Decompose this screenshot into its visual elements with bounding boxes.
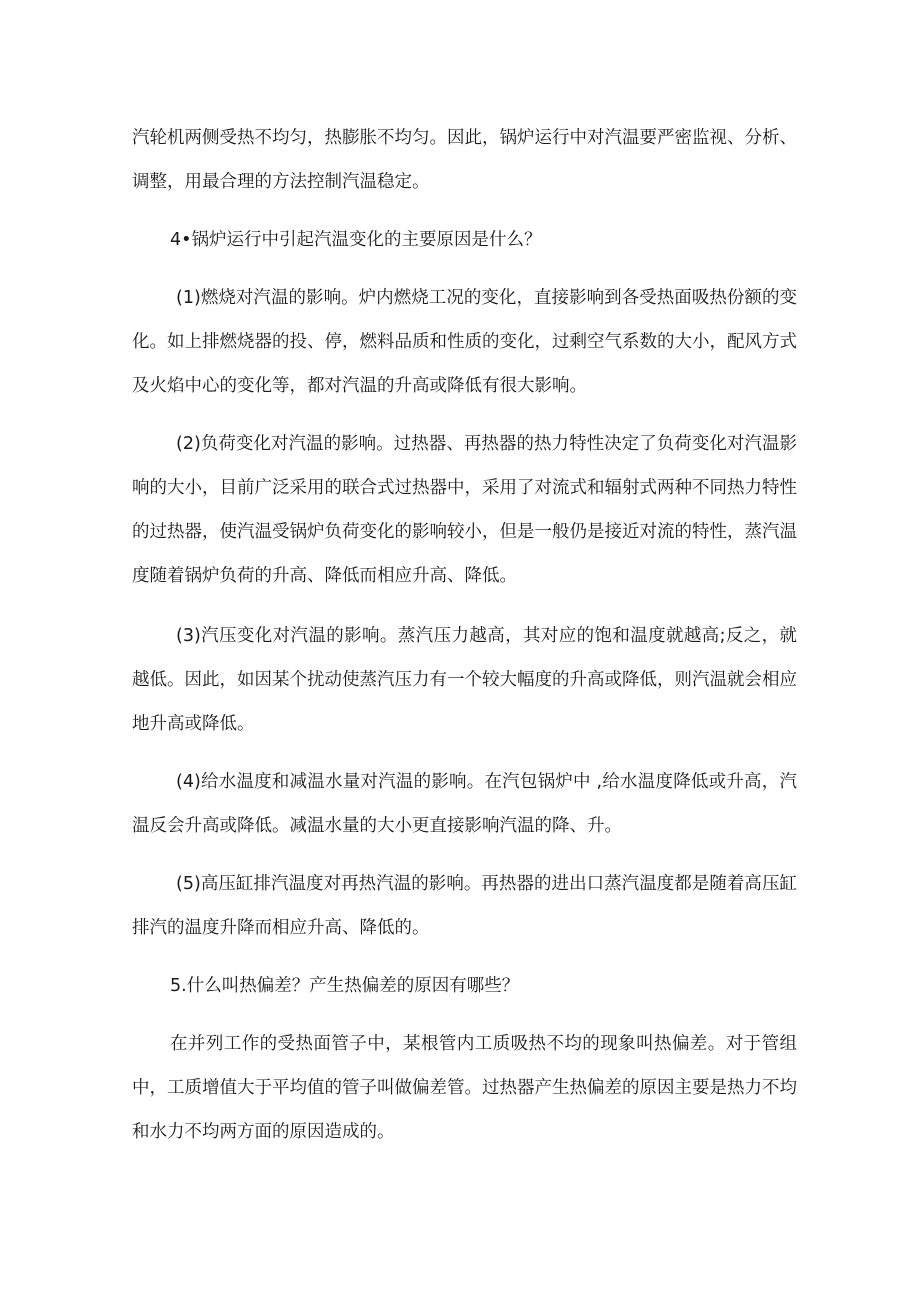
question-4-heading: 4•锅炉运行中引起汽温变化的主要原因是什么？ xyxy=(170,230,542,250)
answer-item-1: (1)燃烧对汽温的影响。炉内燃烧工况的变化，直接影响到各受热面吸热份额的变化。如上排燃烧器的投、停，燃料品质和性质的变化，过剩空气系数的大小，配风方式及火焰中心的变化等，都对汽温的升高或降低有很大影响。 xyxy=(132,288,797,396)
answer-item-3: (3)汽压变化对汽温的影响。蒸汽压力越高，其对应的饱和温度就越高;反之，就越低。因此，如因某个扰动使蒸汽压力有一个较大幅度的升高或降低，则汽温就会相应地升高或降低。 xyxy=(132,626,797,734)
answer-item-4: (4)给水温度和减温水量对汽温的影响。在汽包锅炉中 ,给水温度降低或升高，汽温反会升高或降低。减温水量的大小更直接影响汽温的降、升。 xyxy=(132,772,797,836)
paragraph-continuation: 汽轮机两侧受热不均匀，热膨胀不均匀。因此，锅炉运行中对汽温要严密监视、分析、调整，用最合理的方法控制汽温稳定。 xyxy=(132,128,797,192)
answer-item-5: (5)高压缸排汽温度对再热汽温的影响。再热器的进出口蒸汽温度都是随着高压缸排汽的温度升降而相应升高、降低的。 xyxy=(132,874,797,938)
answer-q5-paragraph: 在并列工作的受热面管子中，某根管内工质吸热不均的现象叫热偏差。对于管组中，工质增值大于平均值的管子叫做偏差管。过热器产生热偏差的原因主要是热力不均和水力不均两方面的原因造成的。 xyxy=(132,1034,797,1142)
question-5-heading: 5.什么叫热偏差？产生热偏差的原因有哪些？ xyxy=(170,976,520,996)
answer-item-2: (2)负荷变化对汽温的影响。过热器、再热器的热力特性决定了负荷变化对汽温影响的大小，目前广泛采用的联合式过热器中，采用了对流式和辐射式两种不同热力特性的过热器，使汽温受锅炉负荷变化的影响较小，但是一般仍是接近对流的特性，蒸汽温度随着锅炉负荷的升高、降低而相应升高、降低。 xyxy=(132,434,797,586)
